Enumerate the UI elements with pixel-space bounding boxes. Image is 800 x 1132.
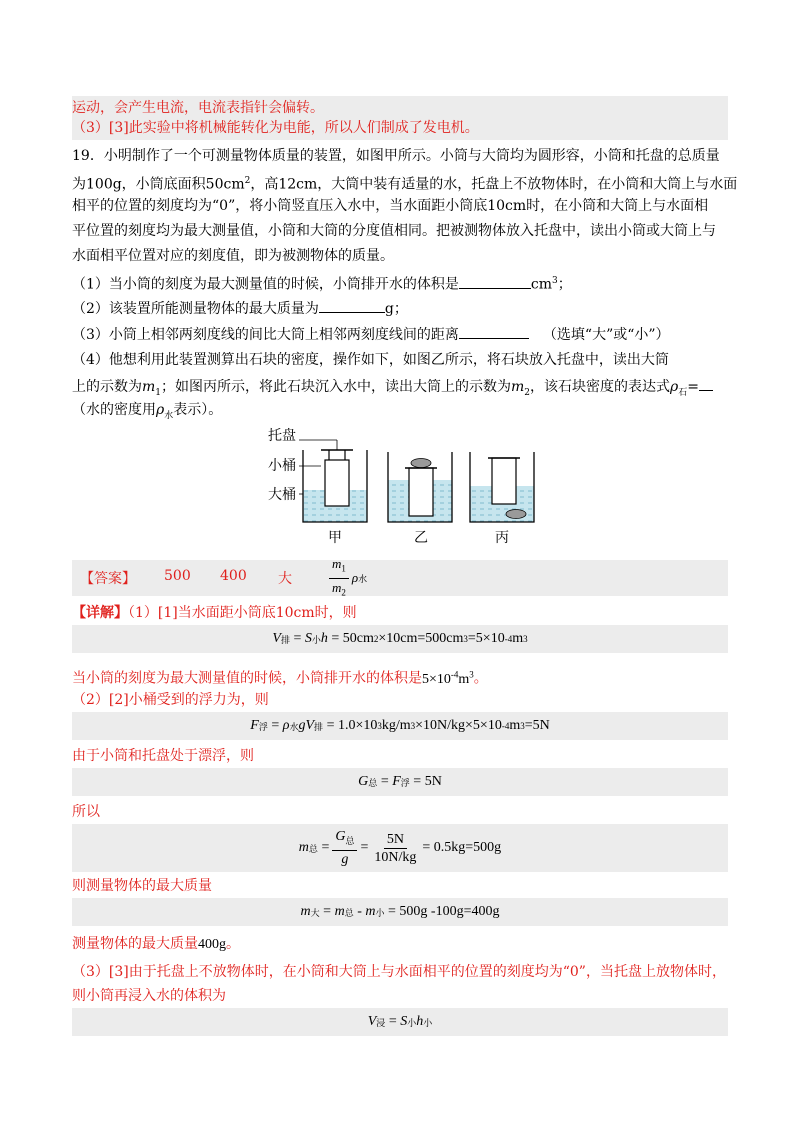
detail-line-7: 测量物体的最大质量400g。 <box>72 936 240 952</box>
label-tray: 托盘 <box>268 428 296 444</box>
subquestion-1: （1）当小筒的刻度为最大测量值的时候，小筒排开水的体积是 $cm^3$； <box>72 271 572 295</box>
beaker-a <box>268 427 367 546</box>
detail-line-4: 由于小筒和托盘处于漂浮，则 <box>72 748 254 764</box>
answer-4-formula: $\frac{m_1}{m_2}$ ρ 水 <box>326 560 367 596</box>
label-big-bucket: 大桶 <box>268 487 296 503</box>
beaker-c <box>470 452 534 546</box>
detail-line-6: 则测量物体的最大质量 <box>72 878 212 894</box>
question-stem-1: 19．小明制作了一个可测量物体质量的装置，如图甲所示。小筒与大筒均为圆形容，小筒和托盘的总质量 <box>72 148 720 164</box>
answer-band <box>72 555 728 598</box>
small-tube-b <box>409 468 433 516</box>
intro-line-1: 运动，会产生电流，电流表指针会偏转。 <box>72 100 324 116</box>
experiment-figure <box>255 422 555 552</box>
intro-line-2: （3）[3]此实验中将机械能转化为电能，所以人们制成了发电机。 <box>72 120 479 136</box>
stone-on-tray <box>411 459 431 468</box>
answer-1: 500 <box>164 568 191 584</box>
formula-1: V 排 = S 小 h = 50cm 2 ×10cm=500cm 3 =5×10 -4 m 3 <box>72 625 728 653</box>
answer-2: 400 <box>220 568 247 584</box>
detail-line-3: （2）[2]小桶受到的浮力为，则 <box>72 692 269 708</box>
question-stem-4: 平位置的刻度均为最大测量值，小筒和大筒的分度值相同。把被测物体放入托盘中，读出小筒或大筒上与 <box>72 223 716 239</box>
formula-3: G 总 = F 浮 = 5N <box>72 768 728 796</box>
stone-in-water <box>506 510 526 519</box>
small-tube-a <box>325 460 349 506</box>
question-stem-3: 相平的位置的刻度均为“0”，将小筒竖直压入水中，当水面距小筒底10cm时，在小筒和大筒上与水面相 <box>72 198 709 214</box>
answer-blank-1[interactable] <box>459 274 531 289</box>
answer-blank-2[interactable] <box>319 298 385 313</box>
subquestion-4-line-2: 上的示数为$m_1$；如图丙所示，将此石块沉入水中，读出大筒上的示数为$m_2$，该石块密度的表达式$\rho_石=$ <box>72 376 713 403</box>
formula-6: V 浸 = S 小 h 小 <box>72 1008 728 1036</box>
detail-line-9: 则小筒再浸入水的体积为 <box>72 988 226 1004</box>
detail-line-1: 【详解】（1）[1]当水面距小筒底10cm时，则 <box>72 605 357 621</box>
formula-5: m 大 = m 总 - m 小 = 500g -100g=400g <box>72 898 728 926</box>
answer-3: 大 <box>278 571 292 587</box>
answer-label: 【答案】 <box>80 571 136 587</box>
subquestion-2: （2）该装置所能测量物体的最大质量为 g； <box>72 298 408 319</box>
subquestion-4-line-1: （4）他想利用此装置测算出石块的密度，操作如下，如图乙所示，将石块放入托盘中，读出大筒 <box>72 352 669 368</box>
question-stem-2: 为100g，小筒底面积$50cm^2$，高12cm，大筒中装有适量的水，托盘上不放物体时，在小筒和大筒上与水面 <box>72 176 738 193</box>
answer-blank-4[interactable] <box>699 376 713 391</box>
formula-2: F 浮 = ρ 水 gV 排 = 1.0×10 3 kg/m 3 ×10N/kg×5×10 -4 m 3 =5N <box>72 712 728 740</box>
answer-blank-3[interactable] <box>459 324 529 339</box>
formula-4: m 总 = $\frac{G_总}{g}$ = $\frac{5N}{10N/kg}$ = 0.5kg=500g <box>72 824 728 872</box>
beaker-b <box>388 452 452 546</box>
detail-line-2: 当小筒的刻度为最大测量值的时候，小筒排开水的体积是$5\times 10^{-4}m^3$。 <box>72 669 488 687</box>
small-tube-c <box>492 458 516 504</box>
caption-b: 乙 <box>414 530 428 546</box>
detail-line-8: （3）[3]由于托盘上不放物体时，在小筒和大筒上与水面相平的位置的刻度均为“0”，当托盘上放物体时， <box>72 964 726 980</box>
subquestion-4-line-3: （水的密度用$\rho_水$表示）。 <box>72 402 223 421</box>
label-small-bucket: 小桶 <box>268 458 296 474</box>
detail-line-5: 所以 <box>72 804 100 820</box>
caption-c: 丙 <box>495 530 509 546</box>
subquestion-3: （3）小筒上相邻两刻度线的间比大筒上相邻两刻度线间的距离 （选填“大”或“小”） <box>72 324 670 345</box>
caption-a: 甲 <box>328 530 342 546</box>
question-stem-5: 水面相平位置对应的刻度值，即为被测物体的质量。 <box>72 248 394 264</box>
